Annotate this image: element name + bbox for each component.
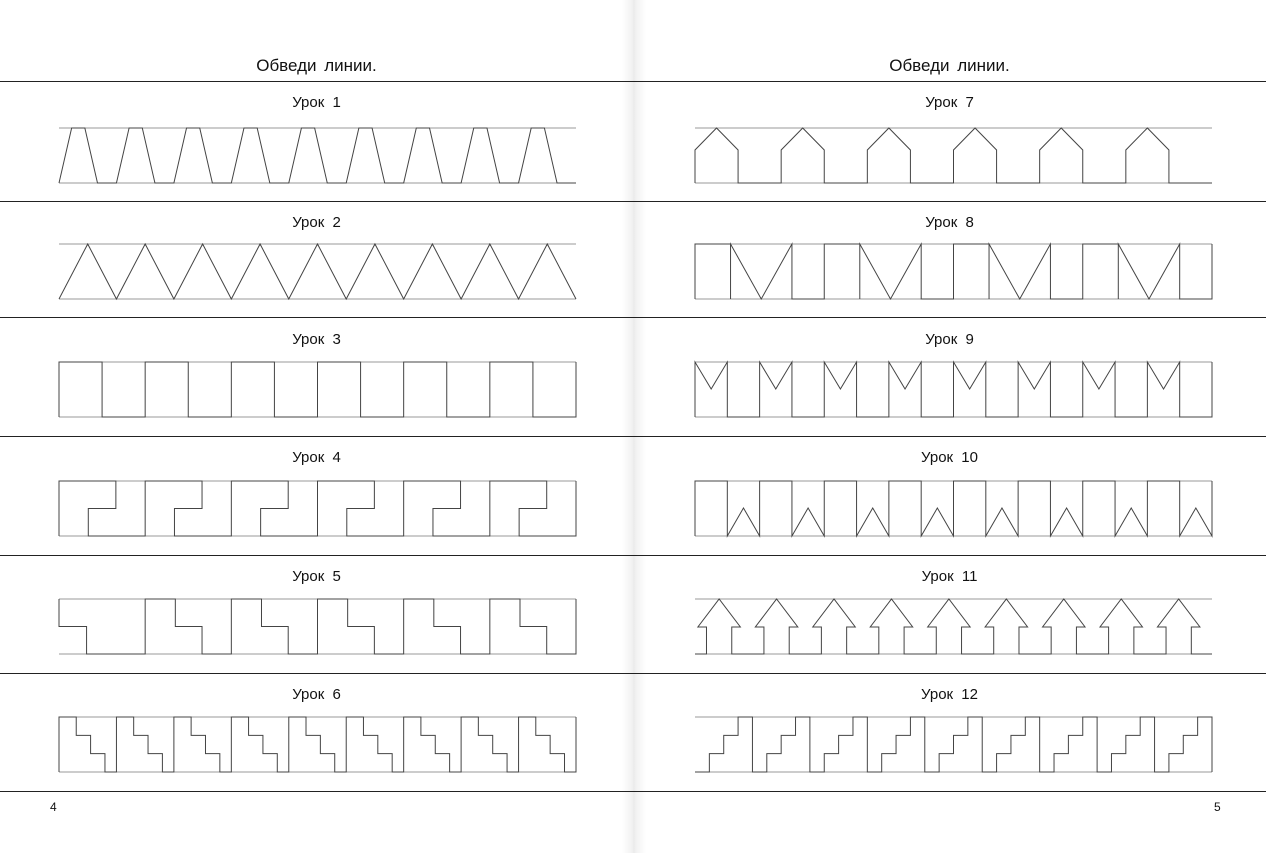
page-number: 4 <box>50 800 57 814</box>
lesson-9-title: Урок 9 <box>925 331 974 348</box>
lesson-10-title: Урок 10 <box>921 449 978 466</box>
lesson-6-title: Урок 6 <box>292 686 341 703</box>
divider <box>633 791 1266 792</box>
lesson-8-title: Урок 8 <box>925 214 974 231</box>
divider <box>0 791 633 792</box>
right-page-title: Обведи линии. <box>889 56 1010 75</box>
lesson-2-title: Урок 2 <box>292 214 341 231</box>
lesson-4-title: Урок 4 <box>292 449 341 466</box>
lesson-11-title: Урок 11 <box>921 568 978 585</box>
lesson-5-title: Урок 5 <box>292 568 341 585</box>
lesson-12-title: Урок 12 <box>921 686 978 703</box>
right-page <box>633 0 1266 853</box>
lesson-3-title: Урок 3 <box>292 331 341 348</box>
left-page-title: Обведи линии. <box>256 56 377 75</box>
page-number: 5 <box>1214 800 1221 814</box>
book-gutter <box>622 0 646 853</box>
lesson-7-title: Урок 7 <box>925 94 974 111</box>
lesson-1-title: Урок 1 <box>292 94 341 111</box>
lesson-12-pattern <box>633 0 1266 853</box>
